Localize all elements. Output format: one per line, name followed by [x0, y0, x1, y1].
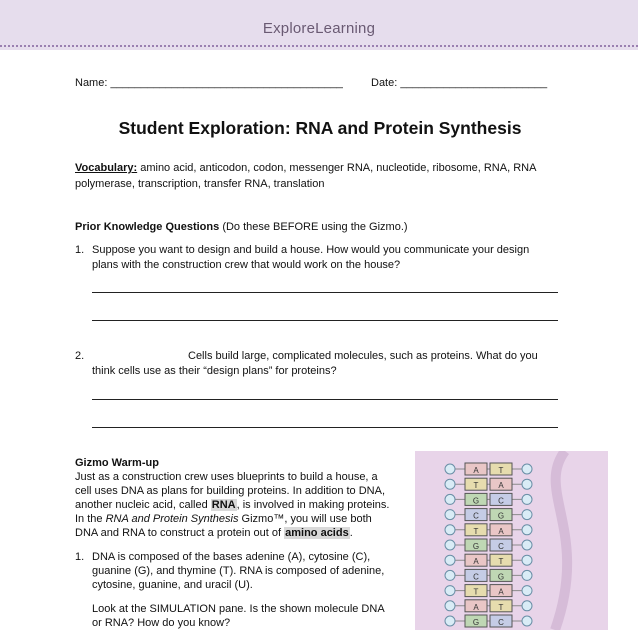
base-letter: A: [473, 602, 479, 612]
phosphate-right: [522, 616, 532, 626]
header-dotted-divider: [0, 45, 638, 47]
base-letter: A: [498, 481, 504, 491]
phosphate-right: [522, 540, 532, 550]
vocabulary-terms-2: polymerase, transcription, transfer RNA, translation: [75, 178, 325, 190]
warmup-text-5b: .: [349, 527, 353, 539]
base-letter: T: [473, 526, 479, 536]
phosphate-left: [445, 494, 455, 504]
question-1-text-1: Suppose you want to design and build a house. How would you communicate your design: [92, 244, 530, 256]
phosphate-left: [445, 464, 455, 474]
dna-simulation-image: [415, 451, 608, 630]
question-2-number: 2.: [75, 350, 85, 362]
vocabulary-terms-1: amino acid, anticodon, codon, messenger RNA, nucleotide, ribosome, RNA, RNA: [140, 162, 537, 174]
brand-header: [0, 0, 638, 50]
phosphate-right: [522, 601, 532, 611]
warmup-text-5a: DNA and RNA to construct a protein out of: [75, 527, 282, 539]
dna-ladder-figure: [415, 451, 608, 630]
question-1-number: 1.: [75, 244, 85, 256]
base-letter: T: [473, 587, 479, 597]
answer-line[interactable]: [92, 427, 558, 428]
phosphate-right: [522, 479, 532, 489]
base-letter: A: [498, 587, 504, 597]
base-letter: G: [472, 496, 480, 506]
warmup-text-3: [75, 498, 389, 512]
warmup-text-3a: another nucleic acid, called: [75, 499, 208, 511]
date-field[interactable]: Date: ________________________: [371, 77, 548, 89]
warmup-text-4b: Gizmo™, you will use both: [241, 513, 372, 525]
phosphate-left: [445, 570, 455, 580]
phosphate-left: [445, 616, 455, 626]
highlight-rna: RNA: [211, 499, 236, 511]
phosphate-right: [522, 555, 532, 565]
base-letter: C: [498, 496, 504, 506]
phosphate-left: [445, 601, 455, 611]
warmup-text-4: [75, 512, 372, 526]
vocabulary-label: Vocabulary:: [75, 162, 138, 174]
prior-knowledge-note: (Do these BEFORE using the Gizmo.): [222, 221, 408, 233]
phosphate-right: [522, 494, 532, 504]
answer-line[interactable]: [92, 320, 558, 321]
base-letter: A: [498, 526, 504, 536]
phosphate-left: [445, 540, 455, 550]
warmup-heading: Gizmo Warm-up: [75, 457, 159, 469]
base-letter: G: [472, 618, 480, 627]
base-letter: T: [473, 481, 479, 491]
base-letter: G: [472, 542, 480, 551]
phosphate-left: [445, 586, 455, 596]
warmup-text-5: [75, 526, 353, 540]
phosphate-left: [445, 555, 455, 565]
base-letter: T: [498, 602, 504, 612]
warmup-text-1: Just as a construction crew uses blueprints to build a house, a: [75, 471, 378, 483]
base-letter: T: [498, 466, 504, 475]
base-letter: A: [473, 557, 479, 567]
phosphate-right: [522, 525, 532, 535]
phosphate-right: [522, 570, 532, 580]
answer-line[interactable]: [92, 292, 558, 293]
question-2-text-2: think cells use as their “design plans” for proteins?: [92, 365, 337, 377]
base-letter: C: [473, 511, 479, 521]
gizmo-name: RNA and Protein Synthesis: [105, 513, 239, 525]
prior-knowledge-heading-line: [75, 220, 408, 234]
warmup-text-2: cell uses DNA as plans for building proteins. In addition to DNA,: [75, 485, 385, 497]
phosphate-right: [522, 464, 532, 474]
warmup-question-1-text-4: Look at the SIMULATION pane. Is the shown molecule DNA: [92, 603, 385, 615]
phosphate-left: [445, 525, 455, 535]
base-letter: G: [497, 511, 505, 521]
base-letter: G: [497, 572, 505, 582]
highlight-amino-acids: amino acids: [285, 527, 349, 539]
warmup-text-3b: , is involved in making proteins.: [236, 499, 390, 511]
prior-knowledge-heading: Prior Knowledge Questions: [75, 221, 220, 233]
vocabulary-line-1: [75, 161, 536, 175]
warmup-question-1-text-1: DNA is composed of the bases adenine (A), cytosine (C),: [92, 551, 371, 563]
warmup-text-4a: In the: [75, 513, 103, 525]
warmup-question-1-number: 1.: [75, 551, 85, 563]
question-1-text-2: plans with the construction crew that would work on the house?: [92, 259, 401, 271]
base-letter: C: [498, 542, 504, 551]
answer-line[interactable]: [92, 399, 558, 400]
question-2-text-1: Cells build large, complicated molecules, such as proteins. What do you: [188, 350, 538, 362]
base-letter: C: [473, 572, 479, 582]
phosphate-right: [522, 586, 532, 596]
base-letter: A: [473, 466, 479, 475]
page-title: Student Exploration: RNA and Protein Synthesis: [118, 118, 522, 138]
base-letter: T: [498, 557, 504, 567]
warmup-question-1-text-3: cytosine, guanine, and uracil (U).: [92, 579, 253, 591]
base-letter: C: [498, 618, 504, 627]
warmup-question-1-text-2: guanine (G), and thymine (T). RNA is composed of adenine,: [92, 565, 385, 577]
phosphate-right: [522, 510, 532, 520]
phosphate-left: [445, 479, 455, 489]
brand-logo: ExploreLearning: [262, 20, 376, 37]
phosphate-left: [445, 510, 455, 520]
warmup-question-1-text-5: or RNA? How do you know?: [92, 617, 231, 629]
name-field[interactable]: Name: ______________________________________: [75, 77, 343, 89]
